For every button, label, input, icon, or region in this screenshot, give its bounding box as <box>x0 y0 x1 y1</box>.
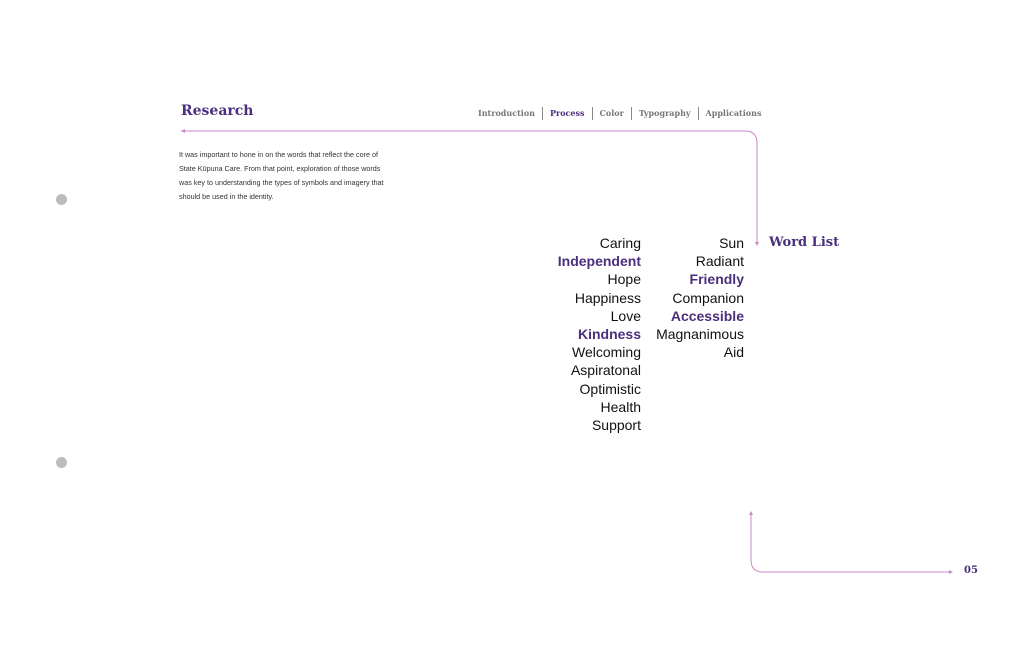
top-line-end-arrow <box>755 242 759 246</box>
word-item-highlighted: Kindness <box>577 326 641 343</box>
word-list-column-1 <box>558 234 641 434</box>
word-item: Radiant <box>695 253 744 270</box>
word-item: Aid <box>723 344 744 361</box>
intro-paragraph <box>179 148 429 204</box>
intro-line: should be used in the identity. <box>179 192 274 201</box>
section-nav <box>478 106 768 120</box>
intro-line: was key to understanding the types of symbols and imagery that <box>179 178 384 187</box>
word-item: Companion <box>672 289 744 306</box>
nav-item-applications[interactable]: Applications <box>705 108 762 118</box>
nav-item-typography[interactable]: Typography <box>638 108 691 118</box>
word-item: Hope <box>607 271 641 288</box>
word-item: Health <box>600 398 641 415</box>
bottom-line-start-arrow <box>749 511 753 515</box>
word-item: Happiness <box>574 289 641 306</box>
page-number: 05 <box>964 565 978 576</box>
intro-line: It was important to hone in on the words that reflect the core of <box>179 150 378 159</box>
word-item: Aspiratonal <box>570 362 641 379</box>
word-item: Love <box>610 307 641 324</box>
word-list-heading: Word List <box>769 235 840 250</box>
word-item: Magnanimous <box>656 326 744 343</box>
page-title: Research <box>181 103 254 119</box>
word-item: Sun <box>719 235 744 251</box>
word-item: Welcoming <box>572 344 641 361</box>
word-item: Optimistic <box>579 380 641 397</box>
bottom-connector-line <box>751 513 951 572</box>
word-item-highlighted: Friendly <box>689 271 744 288</box>
navigation-dot-top[interactable] <box>56 194 67 205</box>
word-item: Caring <box>599 235 641 251</box>
navigation-dot-bottom[interactable] <box>56 457 67 468</box>
word-item-highlighted: Independent <box>557 253 641 270</box>
intro-line: State Kūpuna Care. From that point, exploration of those words <box>179 164 381 173</box>
nav-item-introduction[interactable]: Introduction <box>478 108 535 118</box>
word-item: Support <box>591 417 641 434</box>
nav-item-color[interactable]: Color <box>599 108 624 118</box>
nav-item-process[interactable]: Process <box>549 108 585 118</box>
word-item-highlighted: Accessible <box>670 307 744 324</box>
top-line-start-arrow <box>181 129 185 133</box>
bottom-line-end-arrow <box>949 570 953 574</box>
word-list-column-2 <box>656 234 744 361</box>
